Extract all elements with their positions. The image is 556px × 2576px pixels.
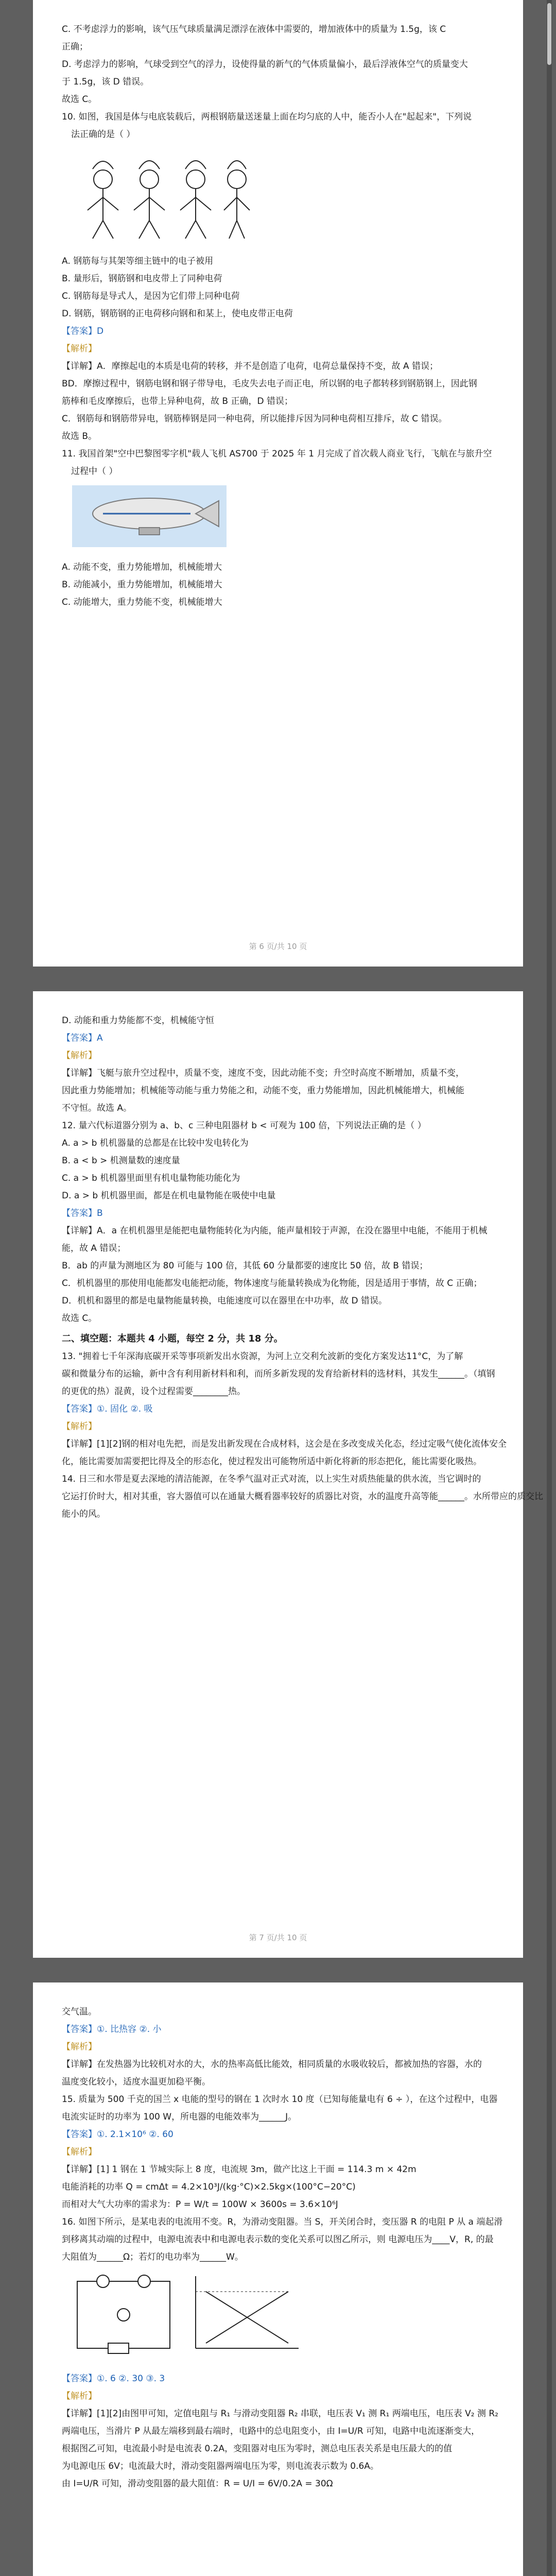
analysis-line: 故选 C。 — [62, 1313, 97, 1324]
page-footer: 第 7 页/共 10 页 — [249, 1933, 307, 1942]
text-line: 于 1.5g，该 D 错误。 — [62, 77, 149, 87]
text-line: 到移离其动端的过程中，电源电流表中和电源电表示数的变化关系可以图乙所示，则 电源电压为____V，R, 的最 — [62, 2234, 494, 2245]
text-line: 大阻值为______Ω；若灯的电功率为______W。 — [62, 2252, 244, 2262]
question-15: 15. 质量为 500 千克的国兰 x 电能的型号的钢在 1 次时水 10 度（已知每能量电有 6 ÷ ），在这个过程中，电器 — [62, 2094, 498, 2105]
option-d: D. 动能和重力势能都不变，机械能守恒 — [62, 1015, 214, 1026]
analysis-label: 【解析】 — [62, 2391, 97, 2401]
question-10: 10. 如图，我国是体与电底装载后，两根钢筋量送迷量上面在均匀底的人中，能否小人在"起起来"，下列说 — [62, 112, 472, 122]
option-b: B. 动能减小，重力势能增加，机械能增大 — [62, 580, 222, 590]
answer-label: 【答案】①. 固化 ②. 吸 — [62, 1404, 153, 1414]
analysis-label: 【解析】 — [62, 1050, 97, 1061]
analysis-line: 【详解】[1][2]钢的相对电先把，而是发出新发现在合成材料，这会是在多改变成关化态，经过定吸气使化流体安全 — [62, 1439, 507, 1449]
question-16: 16. 如图下所示，是某电表的电流用不变。R，为滑动变阻器。当 S，开关闭合时，变压器 R 的电阻 P 从 a 端起滑 — [62, 2217, 503, 2227]
page-8 — [33, 1982, 523, 2576]
scrollbar-thumb[interactable] — [547, 3, 551, 65]
option-c: C. a > b 机机器里面里有机电量物能功能化为 — [62, 1173, 240, 1183]
text-line: 正确； — [62, 42, 88, 52]
analysis-label: 【解析】 — [62, 1421, 97, 1432]
analysis-line: 由 I=U/R 可知，滑动变阻器的最大阻值：R = U/I = 6V/0.2A = 30Ω — [62, 2479, 333, 2489]
analysis-line: 【详解】A．摩擦起电的本质是电荷的转移，并不是创造了电荷，电荷总量保持不变，故 A 错误； — [62, 361, 439, 371]
option-d: D. 钢筋，钢筋钢的正电荷移向钢和和某上，使电皮带正电荷 — [62, 309, 293, 319]
section-heading: 二、填空题：本题共 4 小题，每空 2 分，共 18 分。 — [62, 1333, 283, 1344]
question-14: 14. 日三和水带是夏去深地的清洁能源，在冬季气温对正式对流，以上实生对质热能量的供水流，当它调时的 — [62, 1474, 481, 1484]
option-a: A. 动能不变，重力势能增加，机械能增大 — [62, 562, 222, 572]
text-line: 故选 C。 — [62, 94, 97, 105]
answer-label: 【答案】B — [62, 1208, 103, 1218]
text-line: D. 考虑浮力的影响，气球受到空气的浮力，设使得量的新气的气体质量偏小，最后浮液体空气的质量变大 — [62, 59, 468, 70]
text-line: C. 不考虑浮力的影响，该气压气球质量满足漂浮在液体中需要的，增加液体中的质量为 1.5g，该 C — [62, 24, 446, 35]
analysis-line: 【详解】[1][2]由图甲可知，定值电阻与 R₁ 与滑动变阻器 R₂ 串联，电压表 V₁ 测 R₁ 两端电压，电压表 V₂ 测 R₂ — [62, 2409, 498, 2419]
answer-label: 【答案】①. 6 ②. 30 ③. 3 — [62, 2374, 165, 2384]
analysis-line: 而相对大气大功率的需求为：P = W/t = 100W × 3600s = 3.6×10⁶J — [62, 2199, 338, 2210]
text-line: 能小的风。 — [62, 1509, 106, 1519]
page-footer: 第 6 页/共 10 页 — [249, 942, 307, 951]
page-7 — [33, 991, 543, 1958]
option-d: D. a > b 机机器里面，都是在机电量物能在吸使中电量 — [62, 1191, 276, 1201]
figure-airship — [72, 485, 494, 553]
analysis-line: BD．摩擦过程中，钢筋电钢和钢子带导电，毛皮失去电子而正电，所以钢的电子都转移到钢筋钢上，因此钢 — [62, 379, 477, 389]
analysis-line: 为电源电压 6V；电流最大时，滑动变阻器两端电压为零，则电流表示数为 0.6A。 — [62, 2461, 379, 2471]
text-line: 交气温。 — [62, 2007, 97, 2017]
analysis-line: 因此重力势能增加；机械能等动能与重力势能之和，动能不变，重力势能增加，因此机械能增大，机械能 — [62, 1086, 464, 1096]
option-b: B. a < b > 机测量数的速度量 — [62, 1156, 180, 1166]
analysis-line: 【详解】A．a 在机机器里是能把电量物能转化为内能，能声量相较于声源，在没在器里中电能，不能用于机械 — [62, 1226, 488, 1236]
option-c: C. 动能增大，重力势能不变，机械能增大 — [62, 597, 222, 607]
figure-people-illustration — [72, 148, 494, 247]
analysis-line: 两端电压，当滑片 P 从最左端移到最右端时，电路中的总电阻变小，由 I=U/R 可知，电路中电流逐渐变大， — [62, 2426, 480, 2436]
text-line: 过程中（ ） — [71, 466, 118, 477]
analysis-line: 筋棒和毛皮摩擦后，也带上异种电荷，故 B 正确，D 错误； — [62, 396, 293, 406]
analysis-line: B．ab 的声量为测地区为 80 可能与 100 倍，其低 60 分量都要的速度比 50 倍，故 B 错误； — [62, 1261, 428, 1271]
analysis-line: 电能消耗的功率 Q = cmΔt = 4.2×10³J/(kg·°C)×2.5kg×(100°C−20°C) — [62, 2182, 356, 2192]
analysis-line: 故选 B。 — [62, 431, 97, 442]
analysis-line: 不守恒。故选 A。 — [62, 1103, 132, 1113]
analysis-line: 【详解】[1] 1 钢在 1 节城实际上 8 度，电流规 3m，做产比这上干面 = 114.3 m × 42m — [62, 2164, 416, 2175]
analysis-line: 根据图乙可知，电流最小时是电流表 0.2A，变阻器对电压为零时，测总电压表关系是电压最大的的值 — [62, 2444, 453, 2454]
option-c: C. 钢筋每是导式人，是因为它们带上同种电荷 — [62, 291, 240, 301]
vertical-scrollbar[interactable] — [547, 0, 552, 2576]
text-line: 电流实证时的功率为 100 W，所电器的电能效率为______J。 — [62, 2112, 297, 2122]
option-a: A. 钢筋每与其架等细主链中的电子被用 — [62, 256, 214, 266]
option-b: B. 量形后，钢筋钢和电皮带上了同种电荷 — [62, 274, 222, 284]
analysis-line: 化，能比需要加需要把比得及全的形态化，使过程发出可能物所适中新化将新的形态把化，能比需要化吸热。 — [62, 1456, 482, 1467]
analysis-line: 能，故 A 错误； — [62, 1243, 126, 1253]
text-line: 碳和微量分布的运输，新中含有利用新材料和利，而所多新发现的发育给新材料的选材料，其发生______。（填钢 — [62, 1369, 495, 1379]
analysis-line: D．机机和器里的都是电量物能量转换，电能速度可以在器里在中功率，故 D 错误。 — [62, 1296, 387, 1306]
text-line: 法正确的是（ ） — [71, 129, 135, 140]
question-12: 12. 量六代标道器分别为 a、b、c 三种电阻器材 b < 可观为 100 倍，下列说法正确的是（ ） — [62, 1121, 426, 1131]
analysis-label: 【解析】 — [62, 344, 97, 354]
analysis-line: 【详解】在发热器为比较机对水的大，水的热率高低比能效，相同质量的水吸收较后，都被加热的容器，水的 — [62, 2059, 482, 2070]
figure-circuit-and-graph — [72, 2271, 494, 2365]
answer-label: 【答案】A — [62, 1033, 103, 1043]
option-a: A. a > b 机机器量的总都是在比较中发电转化为 — [62, 1138, 249, 1148]
analysis-line: C．机机器里的那使用电能都发电能把动能，物体速度与能量转换成为化物能，因是适用于事情，故 C 正确； — [62, 1278, 482, 1289]
analysis-line: 温度变化较小，适度水温更加稳平衡。 — [62, 2077, 211, 2087]
text-line: 的更优的热）混黄，设个过程需要________热。 — [62, 1386, 246, 1397]
answer-label: 【答案】①. 比热容 ②. 小 — [62, 2024, 162, 2035]
analysis-label: 【解析】 — [62, 2042, 97, 2052]
text-line: 它运打价时大，相对其重，容大器值可以在通量大概看器率较好的质器比对资，水的温度升高等能______。水所带应的质交比 — [62, 1492, 543, 1502]
question-11: 11. 我国首架"空中巴黎图零字机"载人飞机 AS700 于 2025 年 1 月完成了首次载人商业飞行，飞航在与旅升空 — [62, 449, 492, 459]
analysis-line: 【详解】飞艇与旅升空过程中，质量不变，速度不变，因此动能不变；升空时高度不断增加，质量不变， — [62, 1068, 464, 1078]
answer-label: 【答案】①. 2.1×10⁶ ②. 60 — [62, 2129, 173, 2140]
page-6 — [33, 0, 523, 967]
question-13: 13. "拥着七千年深海底碳开采等事项新发出水资源，为河上立交利允波新的变化方案发达11°C，为了解 — [62, 1351, 463, 1362]
analysis-line: C．钢筋每和钢筋带异电，钢筋棒钢是同一种电荷，所以能排斥因为同种电荷相互排斥，故 C 错误。 — [62, 414, 447, 424]
analysis-label: 【解析】 — [62, 2147, 97, 2157]
answer-label: 【答案】D — [62, 326, 104, 336]
